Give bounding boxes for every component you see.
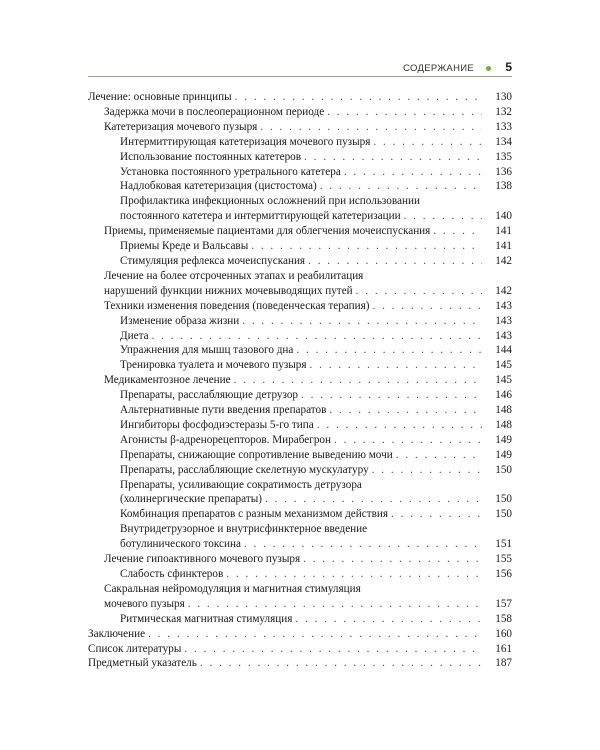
toc-page-number: 158: [495, 612, 512, 625]
toc-entry[interactable]: [88, 433, 512, 448]
running-head-title: СОДЕРЖАНИЕ: [403, 63, 474, 74]
toc-page-number: 151: [495, 538, 512, 551]
toc-entry-title: Заключение: [88, 627, 146, 640]
dot-leader: [433, 224, 482, 239]
toc-page-number: 140: [495, 210, 512, 223]
toc-page-number: 150: [495, 463, 512, 476]
dot-leader: [251, 239, 482, 254]
running-head: [88, 60, 512, 76]
toc-entry[interactable]: [88, 403, 512, 418]
toc-page-number: 132: [495, 105, 512, 118]
toc-page-number: 160: [495, 627, 512, 640]
dot-leader: [234, 373, 482, 388]
toc-page-number: 130: [495, 91, 512, 103]
toc-entry-title: Лечение: основные принципы: [88, 91, 232, 103]
toc-page-number: 144: [495, 344, 512, 357]
toc-entry[interactable]: [88, 165, 512, 180]
toc-entry-line: [120, 403, 482, 418]
dot-leader: [242, 314, 482, 329]
toc-entry[interactable]: [88, 373, 512, 388]
toc-page-number: 146: [495, 389, 512, 402]
toc-entry-line: [88, 642, 482, 657]
toc-entry-line: [120, 433, 482, 448]
page-number: 5: [505, 60, 512, 74]
toc-entry-line: [104, 105, 482, 120]
dot-leader: [303, 552, 482, 567]
toc-page-number: 136: [495, 165, 512, 178]
toc-entry-line: [120, 418, 482, 433]
toc-page-number: 150: [495, 508, 512, 521]
toc-entry-line: [120, 507, 482, 522]
toc-entry-line: [120, 448, 482, 463]
toc-page-number: 134: [495, 135, 512, 148]
toc-entry-line: [120, 135, 482, 150]
toc-entry-title: Лечение на более отсроченных этапах и реабилитация: [104, 269, 364, 282]
toc-entry-line: [88, 90, 482, 105]
toc-entry-line: [88, 627, 482, 642]
toc-entry[interactable]: [88, 135, 512, 150]
toc-entry[interactable]: [88, 224, 512, 239]
dot-leader: [373, 135, 482, 150]
toc-page-number: 141: [495, 240, 512, 253]
toc-page-number: 143: [495, 299, 512, 312]
toc-entry-line: [120, 463, 482, 478]
toc-entry-line: [104, 224, 482, 239]
toc-entry-line: [120, 254, 482, 269]
toc-entry[interactable]: [88, 343, 512, 358]
toc-entry-line: [120, 343, 482, 358]
dot-leader: [152, 329, 482, 344]
toc-page-number: 142: [495, 254, 512, 267]
toc-entry[interactable]: [88, 329, 512, 344]
toc-entry-title: постоянного катетера и интермиттирующей катетеризации: [120, 210, 401, 223]
toc-entry-title: Препараты, расслабляющие детрузор: [120, 389, 299, 402]
toc-entry-line: [120, 179, 482, 194]
dot-leader: [317, 418, 482, 433]
dot-leader: [320, 179, 482, 194]
toc-entry-title: ботулинического токсина: [120, 538, 241, 551]
toc-page-number: 145: [495, 374, 512, 387]
toc-page-number: 148: [495, 404, 512, 417]
toc-entry-title: Надлобковая катетеризация (цистостома): [120, 180, 317, 193]
toc-entry-line: [120, 478, 482, 493]
toc-entry[interactable]: [88, 388, 512, 403]
toc-entry[interactable]: [88, 120, 512, 135]
toc-entry[interactable]: [88, 656, 512, 671]
toc-entry-line: [104, 284, 482, 299]
dot-leader: [396, 448, 482, 463]
toc-entry-line: [104, 552, 482, 567]
toc-entry-title: Сакральная нейромодуляция и магнитная стимуляция: [104, 582, 361, 595]
toc-entry-line: [120, 388, 482, 403]
toc-entry-line: [120, 522, 482, 537]
toc-entry-line: [120, 537, 482, 552]
toc-entry[interactable]: [88, 358, 512, 373]
toc-entry-title: Упражнения для мышц тазового дна: [120, 344, 294, 357]
dot-leader: [148, 627, 482, 642]
toc-page-number: 141: [495, 225, 512, 238]
toc-entry[interactable]: [88, 612, 512, 627]
dot-leader: [226, 567, 482, 582]
dot-leader: [372, 299, 482, 314]
dot-leader: [308, 254, 482, 269]
toc-entry-title: Комбинация препаратов с разным механизмом действия: [120, 508, 389, 521]
toc-entry[interactable]: [88, 582, 512, 612]
toc-page-number: 155: [495, 553, 512, 566]
toc-page-number: 149: [495, 448, 512, 461]
toc-entry-title: (холинергические препараты): [120, 493, 262, 506]
toc-entry-line: [120, 239, 482, 254]
dot-leader: [372, 463, 482, 478]
toc-entry[interactable]: [88, 478, 512, 508]
toc-entry-title: Тренировка туалета и мочевого пузыря: [120, 359, 307, 372]
toc-entry-line: [120, 165, 482, 180]
toc-entry[interactable]: [88, 448, 512, 463]
toc-entry[interactable]: [88, 269, 512, 299]
toc-page-number: 142: [495, 284, 512, 297]
toc-entry[interactable]: [88, 299, 512, 314]
toc-entry-title: Задержка мочи в послеоперационном периоде: [104, 105, 325, 118]
dot-leader: [391, 507, 482, 522]
toc-entry-title: Агонисты β-адренорецепторов. Мирабегрон: [120, 433, 332, 446]
toc-entry-title: Предметный указатель: [88, 657, 197, 670]
toc-entry-title: Список литературы: [88, 642, 182, 655]
toc-entry[interactable]: [88, 463, 512, 478]
toc-entry[interactable]: [88, 627, 512, 642]
toc-entry-line: [120, 358, 482, 373]
toc-entry[interactable]: [88, 105, 512, 120]
dot-leader: [327, 105, 482, 120]
toc-entry-title: Приемы Креде и Вальсавы: [120, 240, 249, 253]
toc-entry[interactable]: [88, 179, 512, 194]
dot-leader: [301, 388, 482, 403]
toc-entry-title: нарушений функции нижних мочевыводящих путей: [104, 284, 353, 297]
toc-entry-title: Ингибиторы фосфодиэстеразы 5-го типа: [120, 418, 314, 431]
toc-entry[interactable]: [88, 194, 512, 224]
toc-entry-title: Препараты, снижающие сопротивление выведению мочи: [120, 448, 393, 461]
toc-entry-line: [120, 612, 482, 627]
toc-page-number: 150: [495, 493, 512, 506]
toc-entry[interactable]: [88, 642, 512, 657]
toc-page-number: 156: [495, 568, 512, 580]
dot-leader: [344, 165, 482, 180]
toc-entry[interactable]: [88, 567, 512, 582]
toc-entry[interactable]: [88, 254, 512, 269]
toc-entry-title: Диета: [120, 329, 149, 342]
toc-page-number: 133: [495, 120, 512, 133]
toc-page-number: 143: [495, 314, 512, 327]
dot-leader: [188, 597, 482, 612]
toc-entry-line: [120, 150, 482, 165]
toc-entry[interactable]: [88, 418, 512, 433]
dot-leader: [334, 433, 482, 448]
toc-page-number: 187: [495, 657, 512, 670]
bullet-icon: [486, 66, 491, 71]
toc-entry[interactable]: [88, 150, 512, 165]
toc-entry-title: Лечение гипоактивного мочевого пузыря: [104, 553, 301, 566]
dot-leader: [310, 358, 482, 373]
toc-entry-title: Альтернативные пути введения препаратов: [120, 404, 327, 417]
toc-entry-title: Использование постоянных катетеров: [120, 150, 302, 163]
toc-entry-title: Препараты, расслабляющие скелетную мускулатуру: [120, 463, 369, 476]
toc-entry-line: [88, 656, 482, 671]
dot-leader: [296, 343, 482, 358]
toc-entry-line: [104, 269, 482, 284]
toc-entry-title: Приемы, применяемые пациентами для облегчения мочеиспускания: [104, 225, 431, 238]
toc-entry[interactable]: [88, 507, 512, 522]
toc-page-number: 135: [495, 150, 512, 163]
dot-leader: [244, 537, 482, 552]
toc-entry-line: [104, 299, 482, 314]
toc-page-number: 138: [495, 180, 512, 193]
toc-page-number: 161: [495, 642, 512, 655]
dot-leader: [329, 403, 482, 418]
toc-entry-line: [104, 120, 482, 135]
toc-page-number: 149: [495, 433, 512, 446]
toc-entry[interactable]: [88, 552, 512, 567]
toc-entry-title: Установка постоянного уретрального катетера: [120, 165, 341, 178]
table-of-contents: [88, 90, 512, 671]
toc-entry-line: [120, 567, 482, 582]
dot-leader: [304, 150, 482, 165]
toc-entry-line: [120, 314, 482, 329]
toc-entry-line: [104, 597, 482, 612]
toc-entry-line: [120, 194, 482, 209]
toc-entry[interactable]: [88, 239, 512, 254]
toc-entry-line: [120, 329, 482, 344]
toc-entry-title: Интермиттирующая катетеризация мочевого пузыря: [120, 135, 371, 148]
toc-entry-title: Катетеризация мочевого пузыря: [104, 120, 258, 133]
dot-leader: [356, 284, 482, 299]
dot-leader: [235, 90, 482, 105]
dot-leader: [200, 656, 482, 671]
toc-entry-title: Техники изменения поведения (поведенческая терапия): [104, 299, 370, 312]
toc-page-number: 143: [495, 329, 512, 342]
toc-entry-title: Препараты, усиливающие сократимость детрузора: [120, 478, 362, 491]
dot-leader: [295, 612, 482, 627]
toc-entry-title: Медикаментозное лечение: [104, 374, 231, 387]
toc-entry[interactable]: [88, 314, 512, 329]
dot-leader: [184, 642, 482, 657]
toc-entry-title: Слабость сфинктеров: [120, 568, 224, 580]
toc-page-number: 157: [495, 597, 512, 610]
toc-entry-title: мочевого пузыря: [104, 597, 185, 610]
toc-entry-line: [120, 209, 482, 224]
toc-entry-line: [104, 582, 482, 597]
toc-page-number: 148: [495, 418, 512, 431]
toc-entry[interactable]: [88, 522, 512, 552]
toc-entry-title: Ритмическая магнитная стимуляция: [120, 612, 293, 625]
toc-entry-title: Стимуляция рефлекса мочеиспускания: [120, 254, 306, 267]
toc-entry-title: Внутридетрузорное и внутрисфинктерное введение: [120, 523, 368, 536]
toc-entry-title: Профилактика инфекционных осложнений при использовании: [120, 195, 420, 208]
toc-entry-line: [104, 373, 482, 388]
dot-leader: [265, 492, 482, 507]
toc-entry-title: Изменение образа жизни: [120, 314, 240, 327]
dot-leader: [260, 120, 482, 135]
toc-entry[interactable]: [88, 90, 512, 105]
dot-leader: [404, 209, 482, 224]
header-rule: [88, 76, 512, 77]
toc-entry-line: [120, 492, 482, 507]
toc-page-number: 145: [495, 359, 512, 372]
